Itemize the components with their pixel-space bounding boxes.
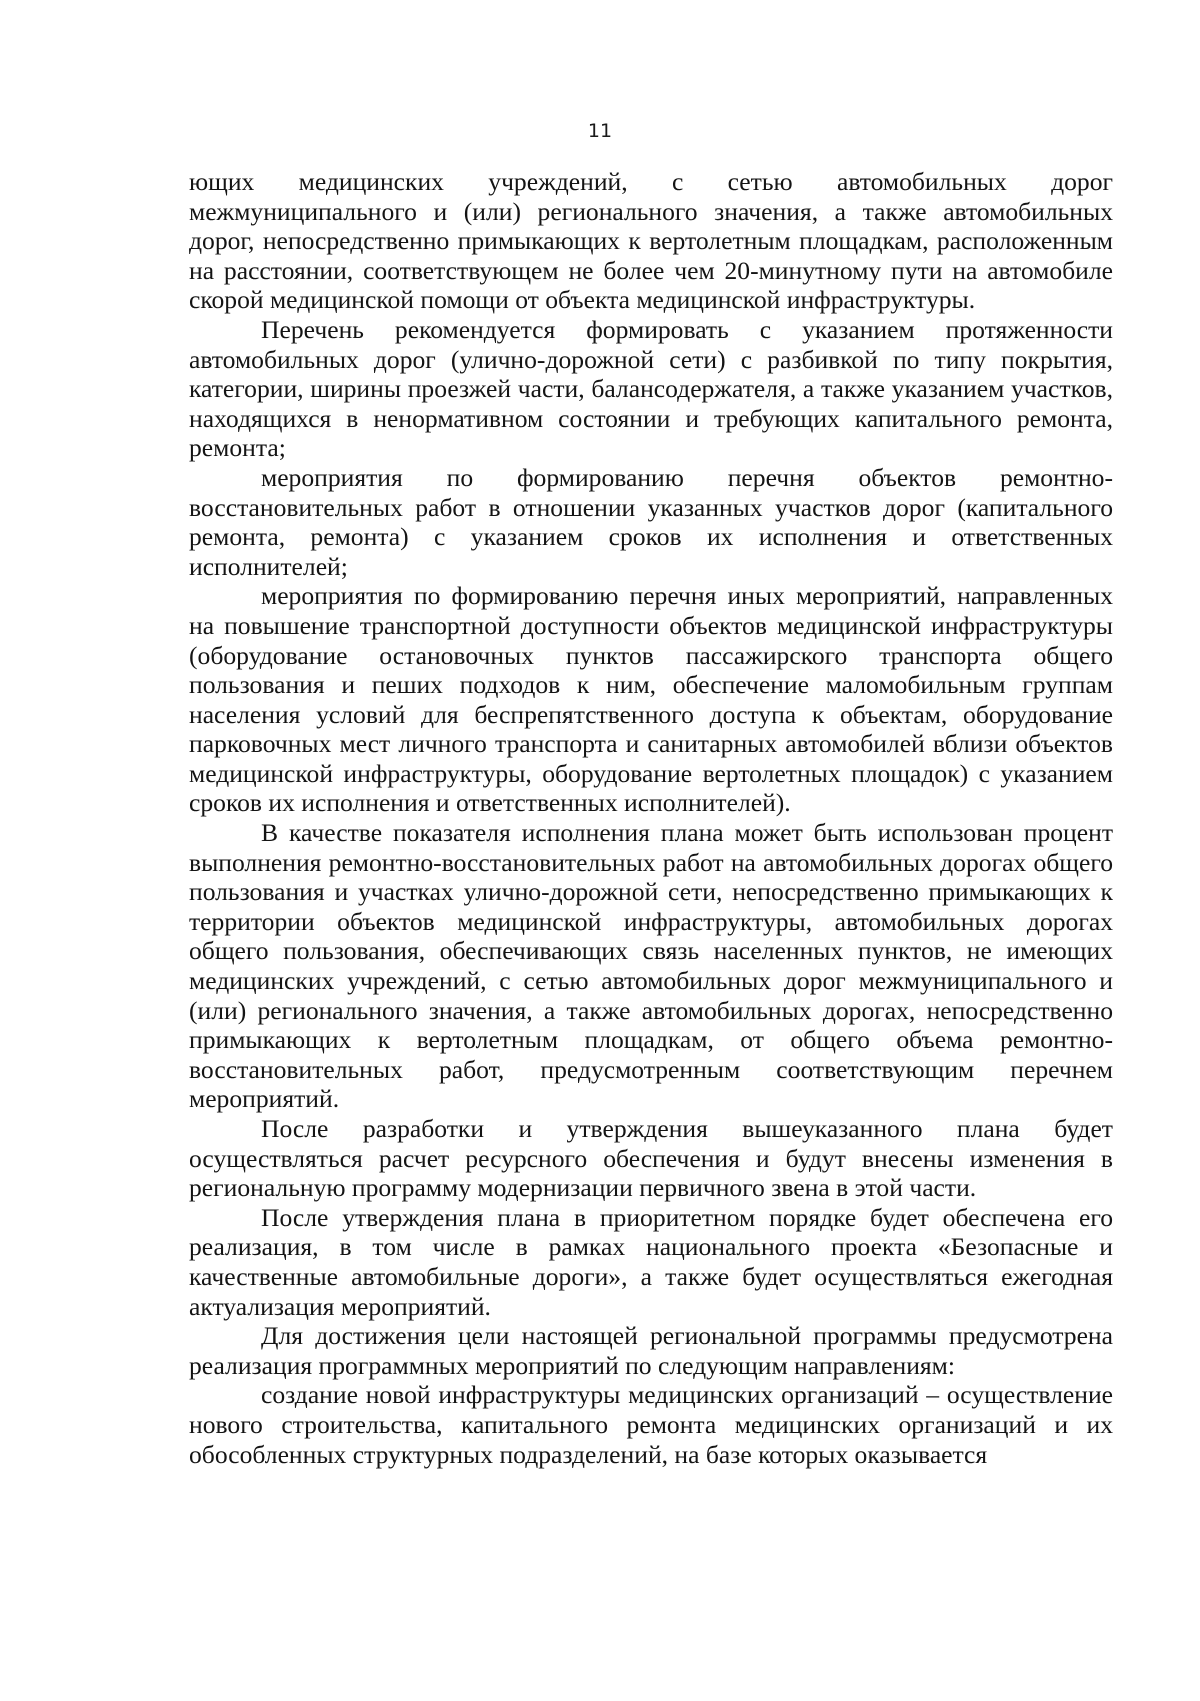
- paragraph-repair-works: мероприятия по формированию перечня объектов ремонтно-восстановительных работ в отношении указанных участков дорог (капитального ремонта, ремонта) с указанием сроков их исполнения и ответственных исполнителей;: [189, 462, 1113, 581]
- paragraph-continued: ющих медицинских учреждений, с сетью автомобильных дорог межмуниципального и (или) регионального значения, а также автомобильных дорог, непосредственно примыкающих к вертолетным площадкам, расположенным на расстоянии, соответствующем не более чем 20-минутному пути на автомобиле скорой медицинской помощи от объекта медицинской инфраструктуры.: [189, 167, 1113, 315]
- paragraph-other-measures: мероприятия по формированию перечня иных мероприятий, направленных на повышение транспортной доступности объектов медицинской инфраструктуры (оборудование остановочных пунктов пассажирского транспорта общего пользования и пеших подходов к ним, обеспечение маломобильным группам населения условий для беспрепятственного доступа к объектам, оборудование парковочных мест личного транспорта и санитарных автомобилей вблизи объектов медицинской инфраструктуры, оборудование вертолетных площадок) с указанием сроков их исполнения и ответственных исполнителей).: [189, 581, 1113, 818]
- document-body: [189, 167, 1113, 1469]
- paragraph-new-infrastructure: создание новой инфраструктуры медицинских организаций – осуществление нового строительства, капитального ремонта медицинских организаций и их обособленных структурных подразделений, на базе которых оказывается: [189, 1380, 1113, 1469]
- paragraph-plan-implementation: После утверждения плана в приоритетном порядке будет обеспечена его реализация, в том числе в рамках национального проекта «Безопасные и качественные автомобильные дороги», а также будет осуществляться ежегодная актуализация мероприятий.: [189, 1202, 1113, 1321]
- paragraph-road-list: Перечень рекомендуется формировать с указанием протяженности автомобильных дорог (улично-дорожной сети) с разбивкой по типу покрытия, категории, ширины проезжей части, балансодержателя, а также указанием участков, находящихся в ненормативном состоянии и требующих капитального ремонта, ремонта;: [189, 314, 1113, 463]
- paragraph-program-goal: Для достижения цели настоящей региональной программы предусмотрена реализация программных мероприятий по следующим направлениям:: [189, 1321, 1113, 1380]
- paragraph-resource-calculation: После разработки и утверждения вышеуказанного плана будет осуществляться расчет ресурсного обеспечения и будут внесены изменения в региональную программу модернизации первичного звена в этой части.: [189, 1114, 1113, 1203]
- page-number: 11: [587, 120, 613, 142]
- paragraph-performance-indicator: В качестве показателя исполнения плана может быть использован процент выполнения ремонтно-восстановительных работ на автомобильных дорогах общего пользования и участках улично-дорожной сети, непосредственно примыкающих к территории объектов медицинской инфраструктуры, автомобильных дорогах общего пользования, обеспечивающих связь населенных пунктов, не имеющих медицинских учреждений, с сетью автомобильных дорог межмуниципального и (или) регионального значения, а также автомобильных дорогах, непосредственно примыкающих к вертолетным площадкам, от общего объема ремонтно-восстановительных работ, предусмотренным соответствующим перечнем мероприятий.: [189, 818, 1113, 1114]
